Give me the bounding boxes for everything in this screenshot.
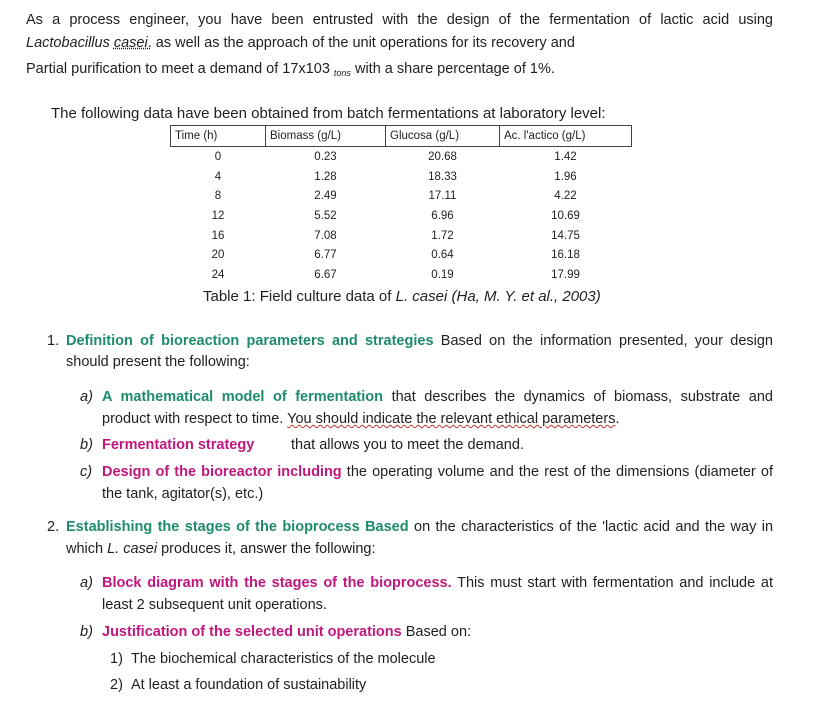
fermentation-data-table — [170, 125, 632, 285]
cell-lactic: 16.18 — [551, 249, 580, 262]
cell-glucose: 0.19 — [431, 268, 454, 281]
intro-line-1 — [26, 10, 773, 30]
intro-text-1: As a process engineer, you have been entrusted with the design of the fermentation of lactic acid using — [26, 12, 773, 28]
section1-a-label — [80, 387, 93, 407]
species-period: . — [147, 35, 152, 51]
caption-post: (Ha, M. Y. et al., 2003) — [447, 288, 601, 305]
section1-line-2 — [66, 352, 250, 372]
species-epithet: casei — [113, 35, 148, 51]
intro-line-3 — [26, 59, 555, 83]
section1-a-text-end: . — [615, 411, 620, 427]
section1-c-line-1 — [102, 462, 773, 482]
section2-text-2-post: produces it, answer the following: — [157, 541, 376, 557]
cell-glucose: 20.68 — [428, 150, 457, 163]
table-row — [171, 265, 632, 285]
table-row — [171, 147, 632, 167]
cell-time: 8 — [214, 190, 222, 203]
cell-glucose: 6.96 — [431, 209, 454, 222]
section2-a-letter: a) — [80, 575, 93, 591]
intro-text-2: as well as the approach of the unit operations for its recovery and — [151, 35, 575, 51]
table-header-row — [171, 126, 632, 147]
cell-lactic: 14.75 — [551, 229, 580, 242]
section2-num — [47, 517, 59, 537]
section2-line-1 — [66, 517, 773, 537]
table-row — [171, 206, 632, 226]
section1-text-1: Based on the information presented, your design — [433, 333, 773, 349]
table-row — [171, 167, 632, 187]
section1-b-line — [102, 435, 254, 455]
intro-line-2 — [26, 33, 575, 53]
cell-glucose: 0.64 — [431, 249, 454, 262]
unit-tons: tons — [333, 68, 351, 78]
table-row — [171, 186, 632, 206]
col-header-glucose: Glucosa (g/L) — [386, 126, 500, 147]
cell-lactic: 1.42 — [554, 150, 577, 163]
cell-glucose: 18.33 — [428, 170, 457, 183]
section2-number: 2. — [47, 519, 60, 535]
section2-b-letter: b) — [80, 624, 93, 640]
cell-time: 12 — [211, 209, 225, 222]
list-item-text: The biochemical characteristics of the molecule — [130, 651, 436, 667]
section1-c-line-2 — [102, 484, 263, 504]
table-row — [171, 226, 632, 246]
section1-c-title: Design of the bioreactor including — [102, 464, 342, 480]
section1-c-text-2: the tank, agitator(s), etc.) — [102, 486, 264, 502]
cell-time: 20 — [211, 249, 225, 262]
section2-title: Establishing the stages of the bioprocess Based — [66, 519, 409, 535]
section2-species: L. casei — [107, 541, 158, 557]
section1-number: 1. — [47, 333, 60, 349]
section1-a-title: A mathematical model of fermentation — [102, 389, 384, 405]
caption-species: L. casei — [395, 288, 448, 305]
section2-a-line-2 — [102, 595, 327, 615]
table-row — [171, 245, 632, 265]
cell-biomass: 2.49 — [314, 190, 337, 203]
list-item — [110, 649, 436, 669]
section2-b-title: Justification of the selected unit operations — [102, 624, 402, 640]
col-header-lactic-acid: Ac. l'actico (g/L) — [500, 126, 632, 147]
section1-b-label — [80, 435, 93, 455]
cell-time: 0 — [214, 150, 222, 163]
cell-glucose: 1.72 — [431, 229, 454, 242]
section1-a-line-2 — [102, 409, 619, 429]
section2-a-text-2: least 2 subsequent unit operations. — [102, 597, 327, 613]
cell-biomass: 7.08 — [314, 229, 337, 242]
section1-b-text-wrap — [291, 435, 524, 455]
section2-text-1: on the characteristics of the 'lactic acid and the way in — [408, 519, 774, 535]
col-header-time: Time (h) — [171, 126, 266, 147]
cell-lactic: 4.22 — [554, 190, 577, 203]
list-item-num: 1) — [110, 651, 123, 667]
section1-a-text-1: that describes the dynamics of biomass, substrate and — [383, 389, 773, 405]
cell-time: 16 — [211, 229, 225, 242]
cell-biomass: 5.52 — [314, 209, 337, 222]
col-header-biomass: Biomass (g/L) — [266, 126, 386, 147]
section2-a-title: Block diagram with the stages of the bioprocess. — [102, 575, 452, 591]
section2-line-2 — [66, 539, 376, 559]
caption-pre: Table 1: Field culture data of — [203, 288, 396, 305]
intro-text-3b: with a share percentage of 1%. — [354, 61, 555, 77]
section2-b-line — [102, 622, 471, 642]
section1-num — [47, 331, 59, 351]
section1-a-text-2: product with respect to time. — [102, 411, 288, 427]
section1-title: Definition of bioreaction parameters and strategies — [66, 333, 434, 349]
section2-text-2-pre: which — [66, 541, 108, 557]
cell-time: 4 — [214, 170, 222, 183]
list-item-num: 2) — [110, 677, 123, 693]
section1-c-text-1: the operating volume and the rest of the dimensions (diameter of — [341, 464, 773, 480]
table-intro-text: The following data have been obtained from batch fermentations at laboratory level: — [51, 105, 606, 122]
section1-line-1 — [66, 331, 773, 351]
list-item-text: At least a foundation of sustainability — [130, 677, 367, 693]
cell-biomass: 0.23 — [314, 150, 337, 163]
intro-text-3: Partial purification to meet a demand of 17x103 — [26, 61, 330, 77]
table-caption — [203, 288, 601, 305]
section2-b-label — [80, 622, 93, 642]
cell-biomass: 6.67 — [314, 268, 337, 281]
cell-lactic: 1.96 — [554, 170, 577, 183]
species-genus: Lactobacillus — [26, 35, 110, 51]
cell-glucose: 17.11 — [428, 190, 457, 203]
cell-time: 24 — [211, 268, 225, 281]
cell-biomass: 1.28 — [314, 170, 337, 183]
section1-b-title: Fermentation strategy — [102, 437, 255, 453]
section1-b-text: that allows you to meet the demand. — [291, 437, 524, 453]
section2-a-line-1 — [102, 573, 773, 593]
section2-b-text: Based on: — [401, 624, 472, 640]
section1-a-line-1 — [102, 387, 773, 407]
list-item — [110, 675, 366, 695]
section1-a-letter: a) — [80, 389, 93, 405]
section2-a-text-1: This must start with fermentation and include at — [451, 575, 773, 591]
section1-c-letter: c) — [80, 464, 93, 480]
section1-c-label — [80, 462, 92, 482]
table-intro — [51, 104, 606, 124]
section1-text-2: should present the following: — [66, 354, 250, 370]
section1-b-letter: b) — [80, 437, 93, 453]
cell-lactic: 10.69 — [551, 209, 580, 222]
cell-biomass: 6.77 — [314, 249, 337, 262]
section2-a-label — [80, 573, 93, 593]
cell-lactic: 17.99 — [551, 268, 580, 281]
section1-a-text-wavy: You should indicate the relevant ethical parameters — [287, 411, 616, 427]
